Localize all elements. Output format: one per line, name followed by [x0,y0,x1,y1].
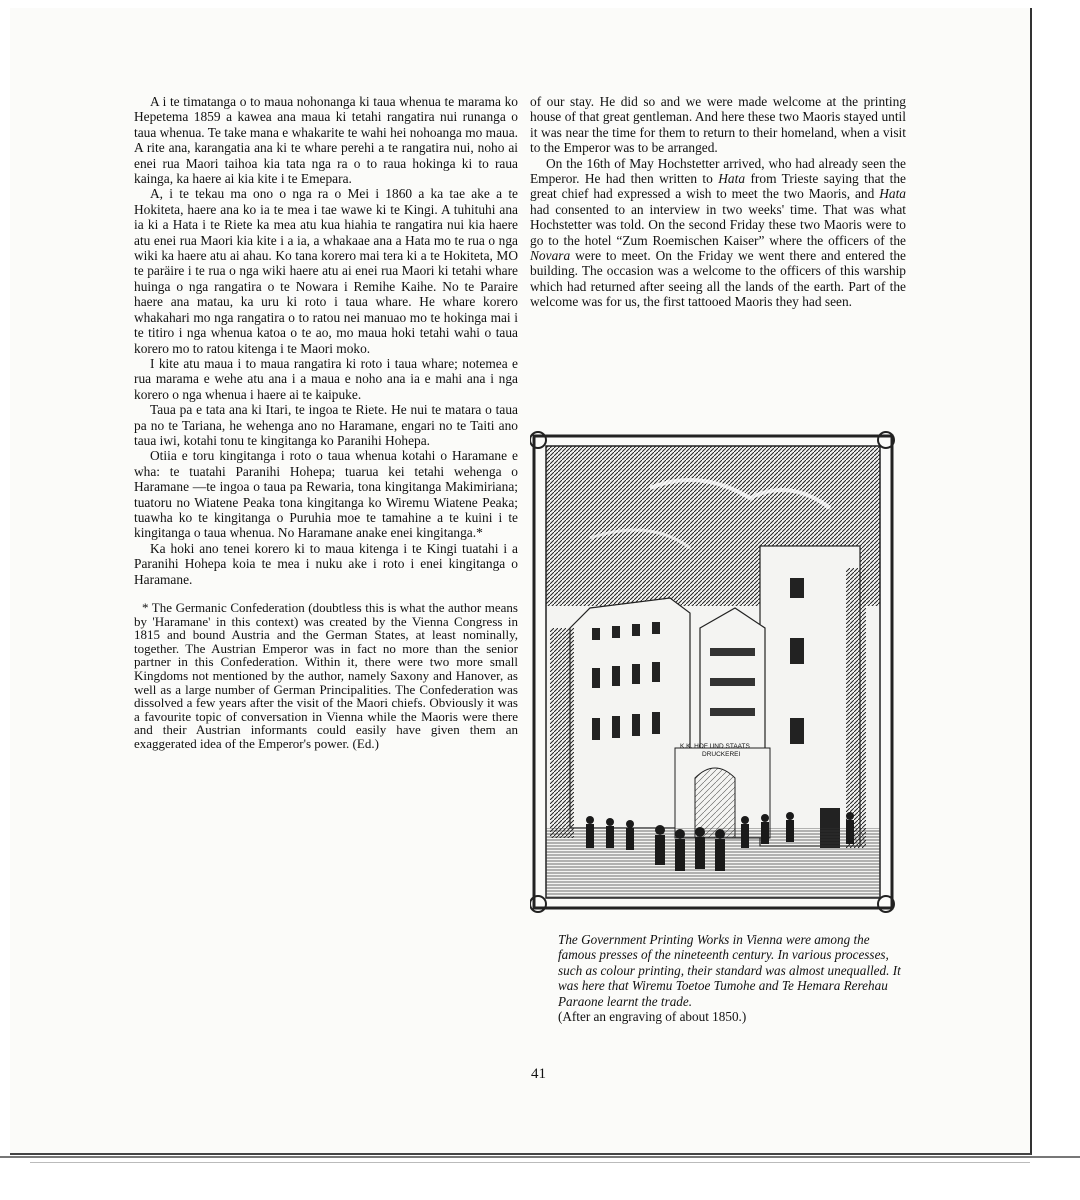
maori-paragraph: Ka hoki ano tenei korero ki to maua kitenga i te Kingi tuatahi i a Paranihi Hohepa koia te mea i nuku ake i roto i enei kingitanga o Haramane. [134,540,518,587]
maori-paragraph: I kite atu maua i to maua rangatira ki roto i taua whare; notemea e rua marama e wehe atu ana i a maua e noho ana ia e mahi ana i nga korero o nga whenua i haere ai te kaipuke. [134,355,518,402]
maori-text-column [134,94,518,764]
tall-building [760,546,860,846]
printing-works-sign: K.K. HOF UND STAATS [680,743,750,750]
caption-credit: (After an engraving of about 1850.) [558,1009,747,1025]
maori-paragraph: A i te timatanga o to maua nohonanga ki taua whenua te marama ko Hepetema 1859 a kawea ana maua ki tetahi rangatira nui runanga o taua whenua. Te take mana e whakarite te wahi hei nohoanga mo maua. A rite ana, karangatia ana ki te whare perehi a te rangatira nui, noho ai enei rua Maori taihoa kia tata nga ra o to raua hokinga ki to raua kainga, ka haere ai kia kite i te Emepara. [134,94,519,187]
engraving-printing-works-vienna [530,428,896,916]
english-paragraph: On the 16th of May Hochstetter arrived, who had already seen the Emperor. He had then written to Hata from Trieste saying that the great chief had expressed a wish to meet the two Maoris, and Hata had consented to an interview in two weeks' time. That was what Hochstetter was told. On the second Friday these two Maoris were to go to the hotel “Zum Roemischen Kaiser” where the officers of the Novara were to meet. On the Friday we went there and entered the building. The occasion was a welcome to the officers of this warship which had returned after seeing all the lands of the earth. Part of the welcome was for us, the first tattooed Maoris they had seen. [530,155,906,310]
maori-paragraph: Otiia e toru kingitanga i roto o taua whenua kotahi o Haramane e wha: te tuatahi Paranihi Hohepa; tuarua kei tetahi wehenga o Haramane —te ingoa o taua pa Rewaria, tona kingitanga Makimiriana; tuatoru no Wiatene Peaka tona kingitanga ko Wiremu Wiatene Peaka; tuawha ko te kingitanga o Puruhia moe te tamahine a te kuini i te kingitanga o taua whenua. No Haramane anake enei kingitanga.* [134,448,518,541]
english-text-column [530,94,906,310]
page-number: 41 [531,1066,546,1082]
emphasis-hata: Hata [879,186,906,202]
maori-paragraph: A, i te tekau ma ono o nga ra o Mei i 1860 a ka tae ake a te Hokiteta, haere ana ko ia te mea i tae wawe ki te Kingi. A tuhituhi ana ia ki a Hata i te Riete ka mea atu kua hiahia te rangatira nui kia haere atu enei rua Maori kia kite i a ia, a whakaae ana a Hata mo te rua o nga wiki ka haere atu ai ahau. Ko tana korero mai tera ki a te Hokiteta, MO te paräire i te rua o nga wiki haere atu ai enei rua Maori ki tetahi whare huinga o nga rangatira o te Nowara i Remihe Kaihe. No te Paraire haere ana matau, ka uru ki roto i taua whare. He whare korero whakahari mo nga rangatira o to ratou nei manuao mo te hokinga mai i te titiro i nga whenua katoa o te ao, mo maua hoki tetahi wahi o taua korero mo to ratou kitenga i te Maori moko. [134,186,518,356]
emphasis-novara: Novara [530,248,571,264]
scan-bottom-edge [0,1150,1080,1200]
maori-paragraph: Taua pa e tata ana ki Itari, te ingoa te Riete. He nui te matara o taua pa no te Tariana, he wehenga ano no Haramane, engari no te Taiti ano taua iwi, kotahi tonu te kingitanga ko Paranihi Hohepa. [134,402,518,448]
emphasis-hata: Hata [718,171,746,187]
editor-footnote: * The Germanic Confederation (doubtless this is what the author means by 'Haramane' in this context) was created by the Vienna Congress in 1815 and bound Austria and the German States, at least nominally, together. The Austrian Emperor was in fact no more than the senior partner in this Confederation. Within it, there were two more small Kingdoms not mentioned by the author, namely Saxony and Hanover, as well as a large number of German Principalities. The Confederation was dissolved a few years after the visit of the Maori chiefs. Obviously it was a favourite topic of conversation in Vienna while the Maoris were there and their Austrian informants could easily have given them an exaggerated idea of the Emperor's power. (Ed.) [134,600,518,751]
figure-caption [558,932,908,1024]
street-ground [546,828,880,898]
frame-corner-ornament [530,432,546,448]
english-paragraph: of our stay. He did so and we were made welcome at the printing house of that great gentleman. And here these two Maoris stayed until it was near the time for them to return to their homeland, when a visit to the Emperor was to be arranged. [530,94,906,156]
printing-works-sign: DRUCKEREI [702,751,741,758]
frame-corner-ornament [530,896,546,912]
main-printing-building [570,598,690,828]
caption-text: The Government Printing Works in Vienna were among the famous presses of the nineteenth century. In various processes, such as colour printing, their standard was almost unequalled. It was here that Wiremu Toetoe Tumohe and Te Hemara Rerehau Paraone learnt the trade. [558,932,901,1009]
